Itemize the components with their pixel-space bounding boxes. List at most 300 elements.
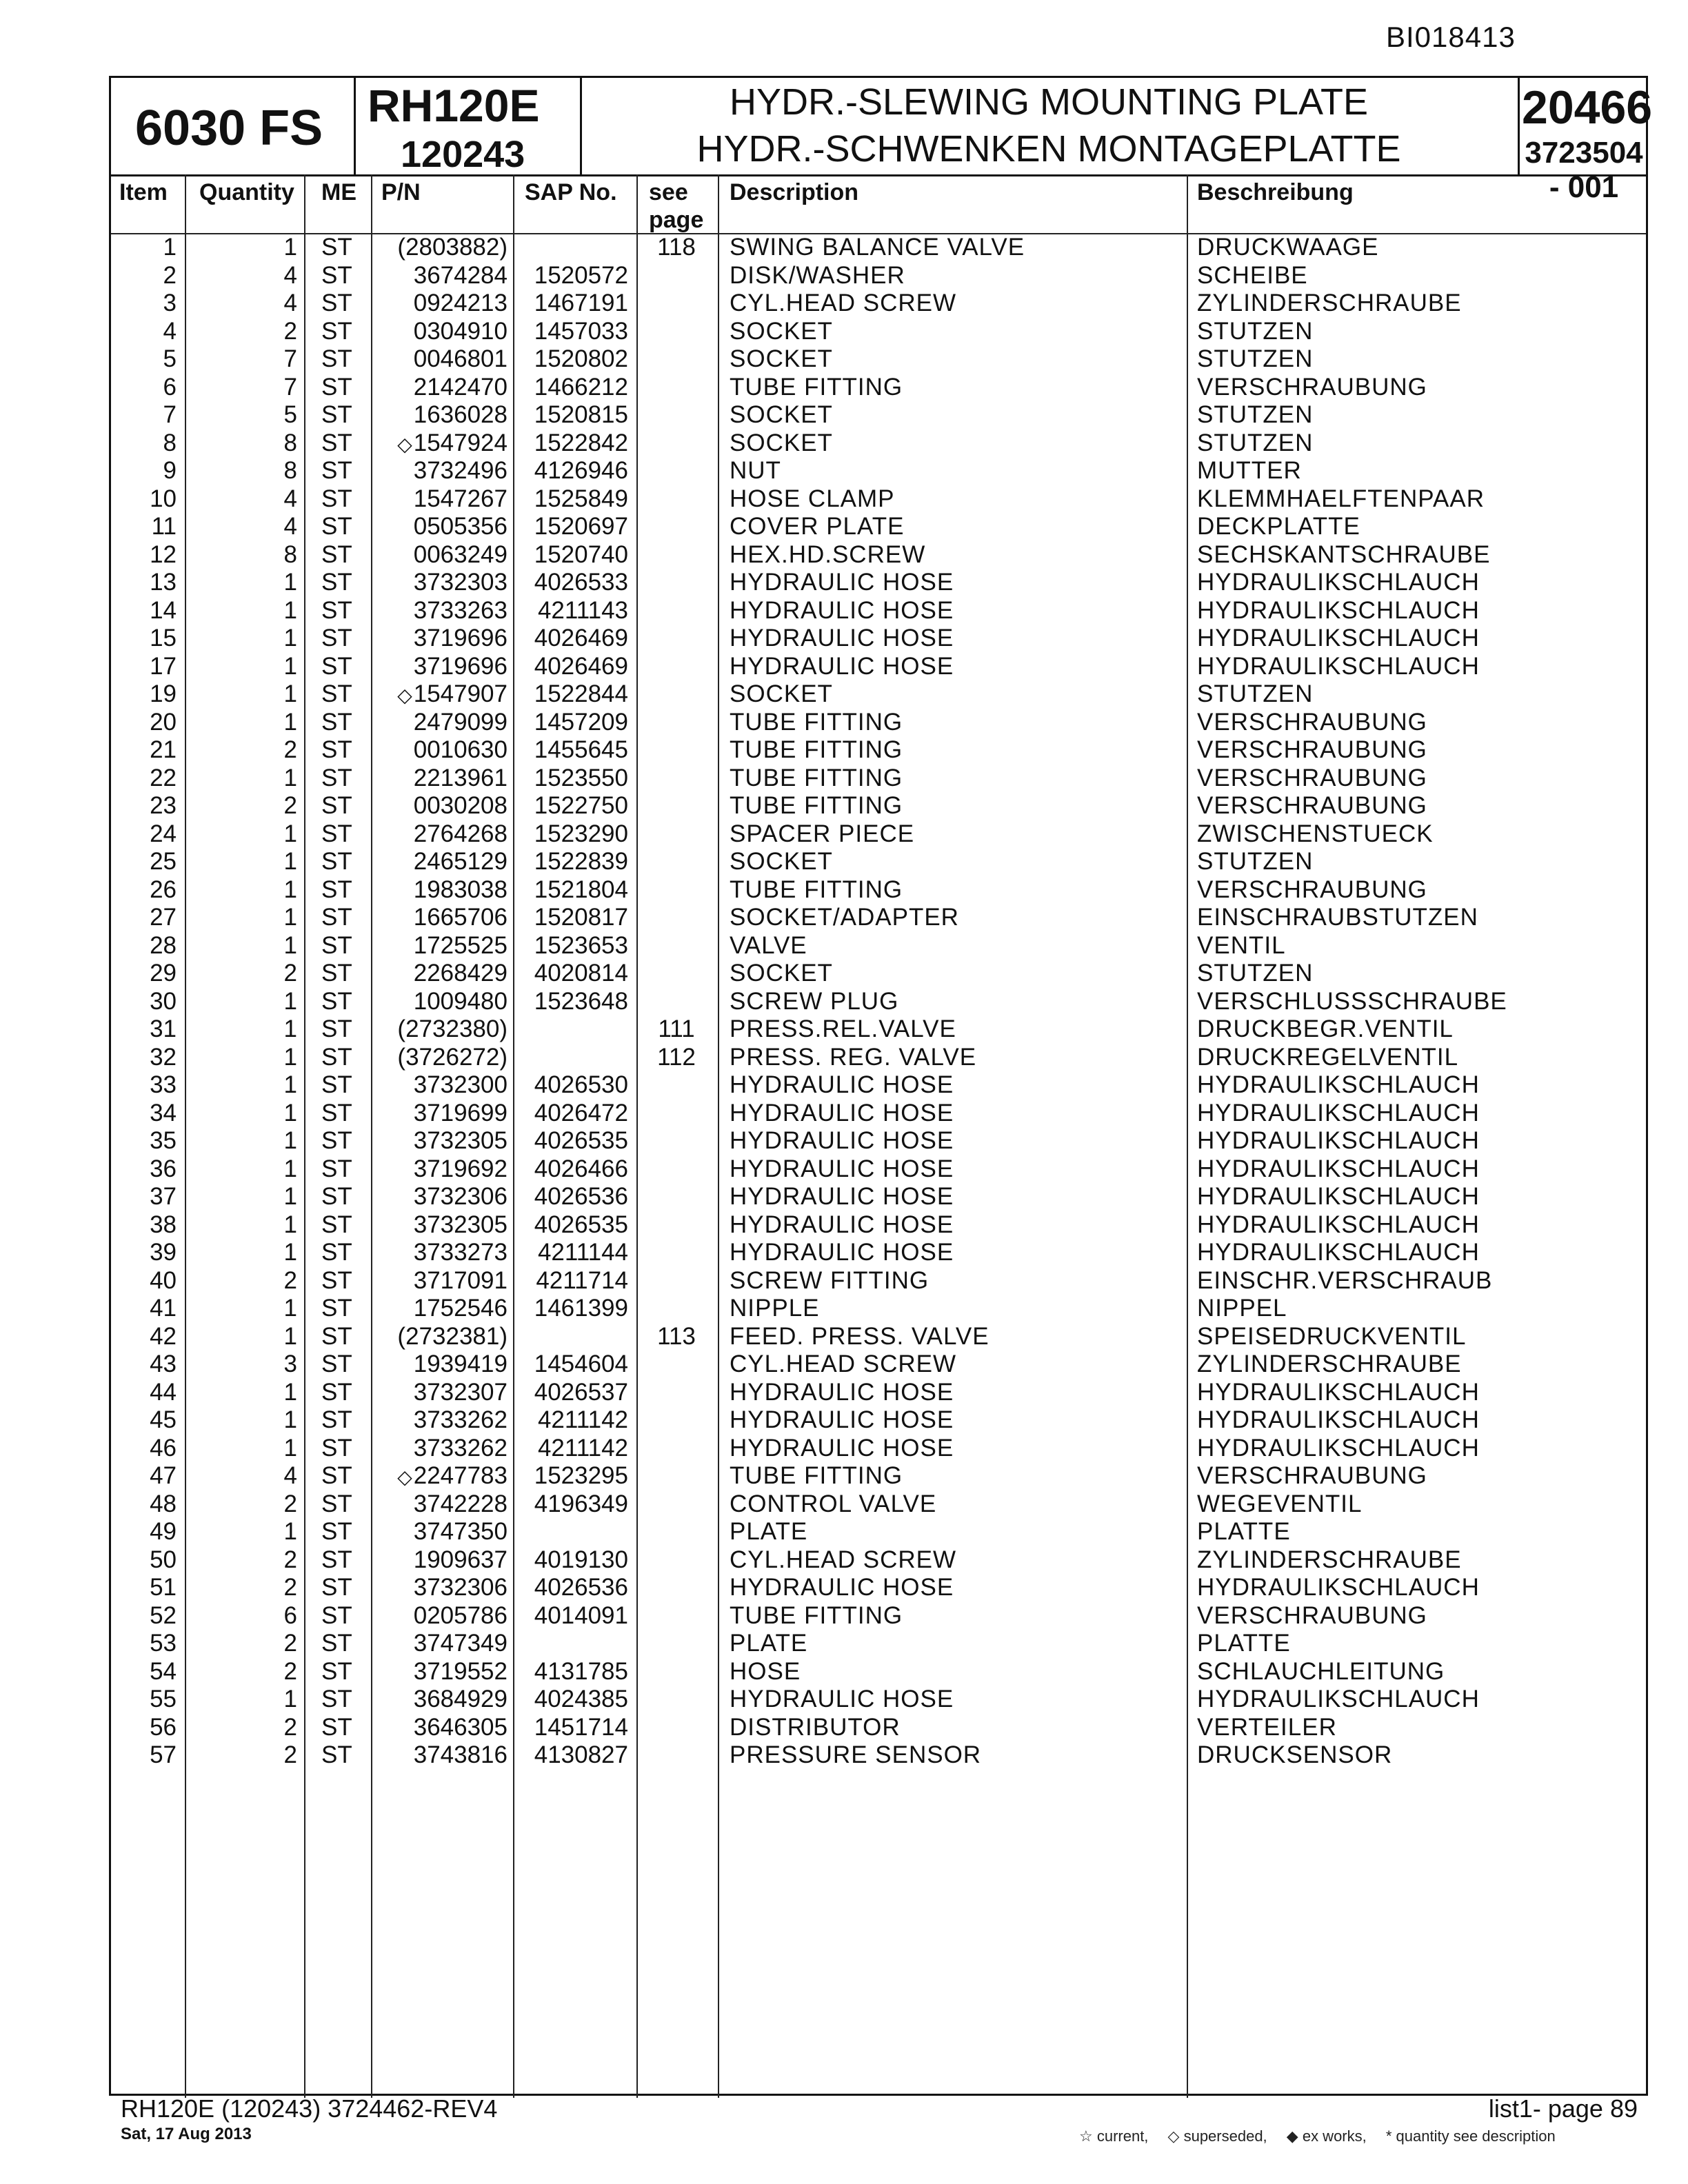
table-row [111,541,1646,569]
beschreibung-cell: VERSCHRAUBUNG [1197,736,1427,763]
part-number-cell [376,653,508,680]
type-code: RH120E [368,80,540,131]
legend-quantity: * quantity see description [1385,2127,1556,2145]
quantity-cell: 2 [283,1741,297,1768]
table-row [111,848,1646,876]
table-row [111,1351,1646,1379]
beschreibung-cell: HYDRAULIKSCHLAUCH [1197,1574,1480,1601]
unit-cell: ST [321,1434,352,1462]
beschreibung-cell: DRUCKWAAGE [1197,234,1379,261]
item-number-cell: 5 [163,345,177,372]
item-number-cell: 45 [150,1406,177,1433]
beschreibung-cell: HYDRAULIKSCHLAUCH [1197,1127,1480,1154]
column-header-me: ME [321,179,356,205]
table-row [111,401,1646,429]
part-number-text: 3732496 [413,457,508,484]
beschreibung-cell: DRUCKREGELVENTIL [1197,1043,1459,1071]
table-row [111,820,1646,849]
quantity-cell: 8 [283,540,297,568]
part-number-text: 3646305 [413,1713,508,1741]
description-cell: VALVE [730,931,807,959]
quantity-cell: 1 [283,1099,297,1126]
table-row [111,904,1646,932]
table-row [111,234,1646,262]
table-row [111,1379,1646,1407]
sap-number-cell: 4130827 [534,1741,628,1768]
unit-cell: ST [321,1015,352,1042]
unit-cell: ST [321,317,352,345]
item-number-cell: 11 [151,513,177,540]
part-number-cell [376,1714,508,1741]
part-number-text: 0304910 [413,317,508,345]
item-number-cell: 14 [150,596,177,624]
quantity-cell: 1 [283,1434,297,1462]
table-row [111,485,1646,514]
sap-number-cell: 1522839 [534,848,628,875]
beschreibung-cell: HYDRAULIKSCHLAUCH [1197,1071,1480,1098]
description-cell: TUBE FITTING [730,876,903,903]
beschreibung-cell: HYDRAULIKSCHLAUCH [1197,652,1480,680]
part-number-cell [376,765,508,792]
sap-number-cell: 4026535 [534,1211,628,1238]
item-number-cell: 50 [150,1546,177,1573]
part-number-text: 1939419 [413,1351,508,1377]
table-row [111,1323,1646,1351]
part-number-cell [376,1351,508,1378]
quantity-cell: 1 [283,1406,297,1433]
unit-cell: ST [321,1630,352,1657]
part-number-text: 1547267 [413,485,508,512]
description-cell: HOSE CLAMP [730,485,895,512]
description-cell: NIPPLE [730,1295,820,1322]
table-row [111,1406,1646,1435]
beschreibung-cell: STUTZEN [1197,317,1314,345]
item-number-cell: 49 [150,1518,177,1545]
description-cell: SOCKET [730,317,833,345]
table-row [111,597,1646,625]
quantity-cell: 1 [283,1211,297,1238]
part-number-cell [376,792,508,820]
beschreibung-cell: STUTZEN [1197,960,1314,987]
item-number-cell: 31 [150,1015,177,1042]
table-row [111,1686,1646,1714]
description-cell: HYDRAULIC HOSE [730,652,954,680]
beschreibung-cell: EINSCHRAUBSTUTZEN [1197,904,1478,931]
description-cell: SCREW PLUG [730,987,899,1015]
sap-number-cell: 4026536 [534,1574,628,1601]
quantity-cell: 1 [283,1155,297,1182]
part-number-cell [376,932,508,960]
item-number-cell: 1 [163,234,177,261]
description-cell: CYL.HEAD SCREW [730,1546,957,1573]
part-number-cell [376,569,508,596]
unit-cell: ST [321,569,352,596]
beschreibung-cell: STUTZEN [1197,848,1314,875]
quantity-cell: 5 [283,401,297,428]
quantity-cell: 4 [283,513,297,540]
part-number-cell [376,1574,508,1601]
unit-cell: ST [321,792,352,819]
description-cell: HYDRAULIC HOSE [730,1239,954,1266]
unit-cell: ST [321,1239,352,1266]
description-cell: TUBE FITTING [730,792,903,819]
beschreibung-cell: DRUCKSENSOR [1197,1741,1393,1768]
quantity-cell: 4 [283,290,297,316]
item-number-cell: 21 [150,736,177,763]
part-number-text: 3747349 [413,1630,508,1657]
unit-cell: ST [321,290,352,316]
quantity-cell: 2 [283,317,297,345]
description-cell: SOCKET/ADAPTER [730,904,959,931]
column-header-item: Item [119,179,168,205]
part-number-text: 0030208 [413,792,508,819]
quantity-cell: 2 [283,1266,297,1294]
header-divider [111,174,1646,176]
description-cell: SOCKET [730,401,833,428]
sap-number-cell: 1457209 [534,708,628,736]
table-row [111,680,1646,709]
item-number-cell: 20 [150,708,177,736]
quantity-cell: 1 [283,569,297,596]
part-number-cell [376,1295,508,1322]
table-row [111,1015,1646,1044]
item-number-cell: 33 [150,1071,177,1098]
sap-number-cell: 1523290 [534,820,628,847]
unit-cell: ST [321,1155,352,1182]
item-number-cell: 25 [150,848,177,875]
column-header-sap: SAP No. [525,179,617,205]
part-number-text: 0924213 [413,290,508,316]
description-cell: DISK/WASHER [730,261,905,289]
unit-cell: ST [321,1351,352,1377]
table-row [111,960,1646,988]
beschreibung-cell: SCHLAUCHLEITUNG [1197,1657,1445,1685]
beschreibung-cell: ZYLINDERSCHRAUBE [1197,1546,1462,1573]
part-number-cell [376,1406,508,1434]
beschreibung-cell: VERSCHRAUBUNG [1197,373,1427,401]
beschreibung-cell: STUTZEN [1197,401,1314,428]
document-id: BI018413 [1386,21,1516,53]
part-number-cell [376,597,508,625]
table-row [111,876,1646,904]
description-cell: HEX.HD.SCREW [730,540,926,568]
quantity-cell: 1 [283,876,297,903]
sap-number-cell: 4026537 [534,1378,628,1406]
item-number-cell: 15 [150,625,177,651]
item-number-cell: 35 [150,1127,177,1154]
unit-cell: ST [321,1657,352,1685]
part-number-text: 3742228 [413,1490,508,1517]
beschreibung-cell: SPEISEDRUCKVENTIL [1197,1322,1467,1350]
item-number-cell: 53 [150,1630,177,1657]
footer-date: Sat, 17 Aug 2013 [121,2125,252,2143]
beschreibung-cell: HYDRAULIKSCHLAUCH [1197,569,1480,596]
description-cell: PLATE [730,1518,808,1545]
quantity-cell: 1 [283,680,297,707]
item-number-cell: 48 [150,1490,177,1517]
part-number-cell [376,262,508,290]
beschreibung-cell: VERSCHRAUBUNG [1197,1601,1427,1629]
part-number-text: 1547924 [413,429,508,456]
part-number-text: 3743816 [413,1741,508,1768]
table-row [111,1714,1646,1742]
unit-cell: ST [321,1462,352,1489]
table-row [111,1435,1646,1463]
part-number-cell [376,401,508,429]
quantity-cell: 1 [283,764,297,791]
part-number-text: (2803882) [397,234,508,261]
table-row [111,988,1646,1016]
part-number-text: 3684929 [413,1686,508,1712]
description-cell: SOCKET [730,848,833,875]
description-cell: HYDRAULIC HOSE [730,1574,954,1601]
description-cell: CONTROL VALVE [730,1490,937,1517]
part-number-text: 1752546 [413,1295,508,1322]
part-number-text: 2465129 [413,848,508,875]
sap-number-cell: 4211142 [537,1406,628,1433]
beschreibung-cell: PLATTE [1197,1630,1291,1657]
part-number-text: 2213961 [413,764,508,791]
superseded-icon: ◇ [397,1466,412,1488]
item-number-cell: 26 [150,876,177,903]
unit-cell: ST [321,848,352,875]
sap-number-cell: 1451714 [534,1713,628,1741]
item-number-cell: 19 [150,680,177,707]
sap-number-cell: 1520740 [534,540,628,568]
group-reference: 3723504 - 001 [1525,136,1643,204]
beschreibung-cell: VERTEILER [1197,1713,1337,1741]
beschreibung-cell: PLATTE [1197,1518,1291,1545]
part-number-text: 0063249 [413,540,508,568]
sap-number-cell: 4026469 [534,652,628,680]
unit-cell: ST [321,960,352,987]
sap-number-cell: 1454604 [534,1351,628,1377]
description-cell: SCREW FITTING [730,1266,930,1294]
part-number-cell [376,1183,508,1211]
item-number-cell: 41 [150,1295,177,1322]
sap-number-cell: 1523295 [534,1462,628,1489]
quantity-cell: 1 [283,1015,297,1042]
beschreibung-cell: SECHSKANTSCHRAUBE [1197,540,1491,568]
sap-number-cell: 1520802 [534,345,628,372]
see-page-cell: 113 [657,1322,696,1350]
beschreibung-cell: VERSCHRAUBUNG [1197,708,1427,736]
quantity-cell: 1 [283,1043,297,1071]
part-number-text: 3733263 [413,596,508,624]
part-number-cell [376,1155,508,1183]
beschreibung-cell: STUTZEN [1197,429,1314,456]
beschreibung-cell: HYDRAULIKSCHLAUCH [1197,1406,1480,1433]
title-english: HYDR.-SLEWING MOUNTING PLATE [729,81,1369,123]
unit-cell: ST [321,1601,352,1629]
description-cell: TUBE FITTING [730,708,903,736]
unit-cell: ST [321,1406,352,1433]
description-cell: HYDRAULIC HOSE [730,1183,954,1210]
part-number-text: (3726272) [397,1043,508,1071]
unit-cell: ST [321,1043,352,1071]
beschreibung-cell: KLEMMHAELFTENPAAR [1197,485,1485,512]
item-number-cell: 24 [150,820,177,847]
item-number-cell: 22 [150,764,177,791]
part-number-cell [376,1211,508,1239]
quantity-cell: 1 [283,625,297,651]
table-row [111,1518,1646,1546]
part-number-cell [376,820,508,848]
description-cell: HYDRAULIC HOSE [730,1378,954,1406]
unit-cell: ST [321,261,352,289]
table-row [111,569,1646,597]
see-page-cell: 112 [657,1043,696,1071]
sap-number-cell: 4020814 [534,960,628,987]
part-number-text: 1909637 [413,1546,508,1573]
unit-cell: ST [321,1099,352,1126]
part-number-text: 3733273 [413,1239,508,1266]
symbol-legend [1079,2127,1571,2145]
beschreibung-cell: DRUCKBEGR.VENTIL [1197,1015,1454,1042]
table-row [111,1211,1646,1240]
superseded-icon: ◇ [397,433,412,455]
table-row [111,1127,1646,1155]
unit-cell: ST [321,1518,352,1545]
sap-number-cell: 4211144 [537,1239,628,1266]
header-divider-vertical [580,78,582,174]
unit-cell: ST [321,540,352,568]
sap-number-cell: 4026472 [534,1099,628,1126]
quantity-cell: 4 [283,261,297,289]
unit-cell: ST [321,736,352,763]
description-cell: SOCKET [730,960,833,987]
item-number-cell: 54 [150,1657,177,1685]
quantity-cell: 4 [283,1462,297,1489]
sap-number-cell: 1457033 [534,317,628,345]
quantity-cell: 1 [283,1295,297,1322]
beschreibung-cell: HYDRAULIKSCHLAUCH [1197,1434,1480,1462]
beschreibung-cell: VERSCHLUSSSCHRAUBE [1197,987,1507,1015]
item-number-cell: 56 [150,1713,177,1741]
beschreibung-cell: VERSCHRAUBUNG [1197,764,1427,791]
part-number-cell [376,1462,508,1491]
part-number-text: 3732305 [413,1127,508,1154]
part-number-text: (2732381) [397,1322,508,1350]
part-number-text: 2247783 [413,1462,508,1489]
column-header-page: page [649,207,704,233]
part-number-cell [376,429,508,458]
unit-cell: ST [321,1071,352,1098]
part-number-cell [376,1630,508,1657]
item-number-cell: 57 [150,1741,177,1768]
part-number-cell [376,513,508,540]
unit-cell: ST [321,234,352,261]
unit-cell: ST [321,485,352,512]
sap-number-cell: 4019130 [534,1546,628,1573]
description-cell: SOCKET [730,429,833,456]
legend-current: ☆ current, [1079,2127,1149,2145]
item-number-cell: 27 [150,904,177,931]
item-number-cell: 29 [150,960,177,987]
sap-number-cell: 4026466 [534,1155,628,1182]
description-cell: HOSE [730,1657,801,1685]
part-number-text: 3732305 [413,1211,508,1238]
sap-number-cell: 4211142 [537,1434,628,1462]
unit-cell: ST [321,708,352,736]
item-number-cell: 55 [150,1686,177,1712]
description-cell: HYDRAULIC HOSE [730,625,954,651]
beschreibung-cell: HYDRAULIKSCHLAUCH [1197,1183,1480,1210]
part-number-cell [376,1686,508,1713]
legend-ex-works: ◆ ex works, [1286,2127,1367,2145]
part-number-cell [376,960,508,987]
unit-cell: ST [321,1127,352,1154]
part-number-text: 3719696 [413,652,508,680]
table-row [111,513,1646,541]
description-cell: HYDRAULIC HOSE [730,1434,954,1462]
part-number-cell [376,1546,508,1574]
part-number-text: 1665706 [413,904,508,931]
part-number-cell [376,1658,508,1686]
item-number-cell: 38 [150,1211,177,1238]
description-cell: CYL.HEAD SCREW [730,1351,957,1377]
beschreibung-cell: HYDRAULIKSCHLAUCH [1197,1155,1480,1182]
title-german: HYDR.-SCHWENKEN MONTAGEPLATTE [696,128,1401,170]
item-number-cell: 39 [150,1239,177,1266]
part-number-text: 3719696 [413,625,508,651]
beschreibung-cell: HYDRAULIKSCHLAUCH [1197,1211,1480,1238]
part-number-text: 1983038 [413,876,508,903]
description-cell: NUT [730,457,781,484]
table-row [111,932,1646,960]
part-number-text: 2142470 [413,373,508,401]
quantity-cell: 1 [283,596,297,624]
sap-number-cell: 4211714 [536,1266,628,1294]
column-header-quantity: Quantity [199,179,294,205]
item-number-cell: 47 [150,1462,177,1489]
table-row [111,374,1646,402]
machine-model: 6030 FS [135,101,323,156]
table-row [111,1490,1646,1519]
part-number-text: 3719699 [413,1099,508,1126]
item-number-cell: 9 [163,457,177,484]
unit-cell: ST [321,820,352,847]
sap-number-cell: 4211143 [537,596,628,624]
part-number-text: 3732300 [413,1071,508,1098]
quantity-cell: 7 [283,373,297,401]
unit-cell: ST [321,764,352,791]
part-number-cell [376,541,508,569]
sap-number-cell: 1461399 [534,1295,628,1322]
beschreibung-cell: VERSCHRAUBUNG [1197,876,1427,903]
sap-number-cell: 1523648 [534,987,628,1015]
sap-number-cell: 4196349 [534,1490,628,1517]
quantity-cell: 1 [283,1127,297,1154]
sap-number-cell: 1520815 [534,401,628,428]
table-row [111,1155,1646,1184]
sap-number-cell: 4126946 [534,457,628,484]
table-row [111,318,1646,346]
beschreibung-cell: HYDRAULIKSCHLAUCH [1197,1239,1480,1266]
part-number-text: (2732380) [397,1015,508,1042]
item-number-cell: 36 [150,1155,177,1182]
unit-cell: ST [321,904,352,931]
beschreibung-cell: SCHEIBE [1197,261,1308,289]
description-cell: TUBE FITTING [730,373,903,401]
part-number-cell [376,1071,508,1099]
part-number-text: 1009480 [413,987,508,1015]
part-number-cell [376,290,508,317]
sap-number-cell: 1525849 [534,485,628,512]
part-number-text: 3732303 [413,569,508,596]
table-row [111,1574,1646,1602]
description-cell: HYDRAULIC HOSE [730,1155,954,1182]
